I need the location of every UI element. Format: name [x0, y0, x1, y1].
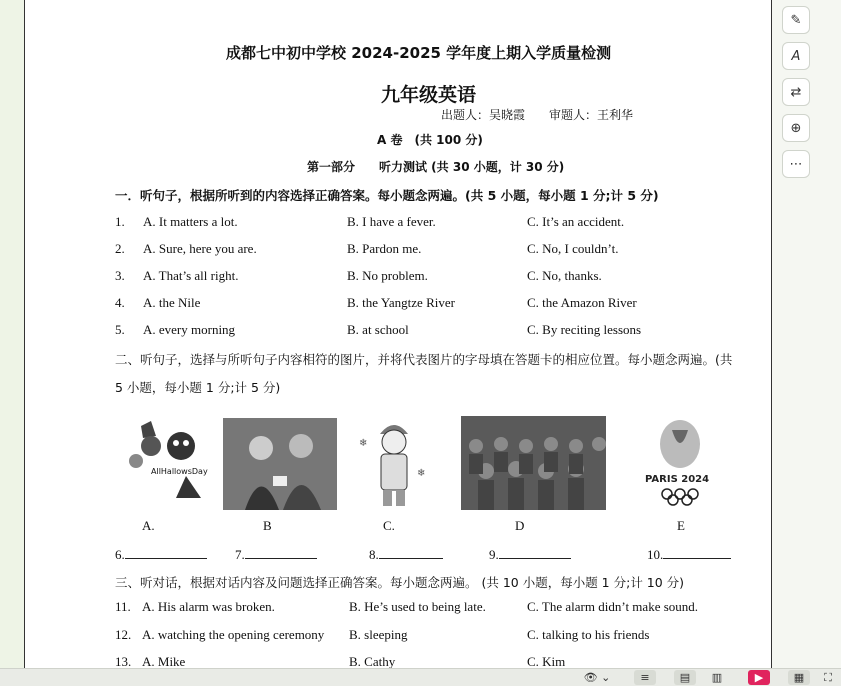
picture-label-a: A. — [142, 518, 155, 533]
halloween-picture — [121, 416, 213, 510]
subject-title: 九年级英语 — [381, 84, 477, 106]
svg-text:PARIS 2024: PARIS 2024 — [645, 474, 710, 485]
answer-option-b: B. He’s used to being late. — [349, 599, 486, 614]
answer-option-c: C. talking to his friends — [527, 627, 650, 642]
answer-option-a: A. His alarm was broken. — [142, 599, 275, 614]
answer-blank-9 — [489, 546, 571, 563]
answer-blank-label: 10. — [647, 547, 664, 562]
fullscreen-icon[interactable]: ⛶ — [824, 670, 832, 684]
single-page-icon[interactable]: ▤ — [674, 670, 696, 685]
answer-option-c: C. It’s an accident. — [527, 214, 625, 229]
section1-instructions: 一．听句子，根据所听到的内容选择正确答案。每小题念两遍。(共 5 小题，每小题 1 分;计 5 分) — [115, 188, 659, 203]
terracotta-warriors-picture — [461, 416, 606, 510]
answer-option-a: A. every morning — [143, 322, 236, 337]
answer-option-a: A. Sure, here you are. — [143, 241, 257, 256]
answer-blank-6 — [115, 546, 207, 563]
play-icon[interactable]: ▶ — [748, 670, 770, 685]
section2-instructions-line2: 5 小题，每小题 1 分;计 5 分) — [115, 380, 281, 395]
answer-option-a: A. Mike — [142, 654, 186, 668]
answer-option-b: B. at school — [347, 322, 409, 337]
school-title: 成都七中初中学校 2024-2025 学年度上期入学质量检测 — [226, 44, 612, 62]
answer-option-b: B. sleeping — [349, 627, 408, 642]
answer-option-b: B. Pardon me. — [347, 241, 422, 256]
answer-blank-10 — [647, 546, 731, 563]
two-page-icon[interactable]: ▥ — [711, 671, 723, 684]
question-number: 4. — [115, 295, 125, 310]
answer-option-c: C. The alarm didn’t make sound. — [527, 599, 699, 614]
picture-label-b: B — [263, 518, 272, 533]
grid-view-icon[interactable]: ▦ — [788, 670, 810, 685]
winter-child-picture — [355, 416, 433, 512]
answer-option-c: C. Kim — [527, 654, 566, 668]
section2-instructions-line1: 二、听句子，选择与所听句子内容相符的图片，并将代表图片的字母填在答题卡的相应位置。每小题念两遍。(共 — [115, 352, 733, 367]
image-edit-icon[interactable]: ✎ — [782, 6, 810, 34]
answer-option-c: C. No, I couldn’t. — [527, 241, 619, 256]
picture-label-c: C. — [383, 518, 395, 533]
answer-blank-8 — [369, 546, 443, 563]
answer-blank-label: 7. — [235, 547, 245, 562]
more-icon[interactable]: ⋯ — [782, 150, 810, 178]
answer-option-b: B. the Yangtze River — [347, 295, 455, 310]
answer-option-b: B. No problem. — [347, 268, 428, 283]
section3-instructions: 三、听对话，根据对话内容及问题选择正确答案。每小题念两遍。 (共 10 小题，每小题 1 分;计 10 分) — [115, 575, 685, 590]
answer-blank-label: 8. — [369, 547, 379, 562]
answer-option-a: A. watching the opening ceremony — [142, 627, 325, 642]
zoom-in-icon[interactable]: ⊕ — [782, 114, 810, 142]
question-number: 5. — [115, 322, 125, 337]
question-number: 1. — [115, 214, 125, 229]
answer-blank-label: 9. — [489, 547, 499, 562]
answer-option-b: B. I have a fever. — [347, 214, 436, 229]
picture-label-d: D — [515, 518, 525, 533]
view-mode-eye-icon[interactable]: 👁 ⌄ — [583, 671, 611, 684]
exam-page — [24, 0, 772, 668]
answer-blank-label: 6. — [115, 547, 125, 562]
question-number: 11. — [115, 599, 131, 614]
svg-text:❄: ❄ — [417, 468, 426, 479]
scroll-mode-icon[interactable]: ≡ — [634, 670, 656, 685]
answer-option-a: A. That’s all right. — [143, 268, 239, 283]
answer-option-c: C. By reciting lessons — [527, 322, 642, 337]
paper-a-heading: A 卷 (共 100 分) — [377, 133, 483, 147]
question-number: 13. — [115, 654, 132, 668]
svg-text:❄: ❄ — [359, 438, 368, 449]
answer-option-a: A. It matters a lot. — [143, 214, 238, 229]
question-number: 12. — [115, 627, 132, 642]
friends-talking-picture — [223, 418, 337, 510]
question-number: 2. — [115, 241, 125, 256]
answer-option-c: C. the Amazon River — [527, 295, 637, 310]
paris-olympics-picture — [639, 416, 721, 510]
bottom-toolbar — [0, 668, 841, 686]
question-number: 3. — [115, 268, 125, 283]
part1-heading: 第一部分 听力测试 (共 30 小题，计 30 分) — [307, 160, 565, 174]
answer-blank-7 — [235, 546, 317, 563]
answer-option-c: C. No, thanks. — [527, 268, 602, 283]
svg-text:AllHallowsDay: AllHallowsDay — [151, 467, 208, 476]
authors-line: 出题人：吴晓霞 审题人：王利华 — [441, 108, 634, 122]
answer-option-b: B. Cathy — [349, 654, 396, 668]
text-style-icon[interactable]: A — [782, 42, 810, 70]
picture-label-e: E — [677, 518, 685, 533]
translate-icon[interactable]: ⇄ — [782, 78, 810, 106]
answer-option-a: A. the Nile — [143, 295, 201, 310]
right-sidebar — [772, 0, 841, 668]
